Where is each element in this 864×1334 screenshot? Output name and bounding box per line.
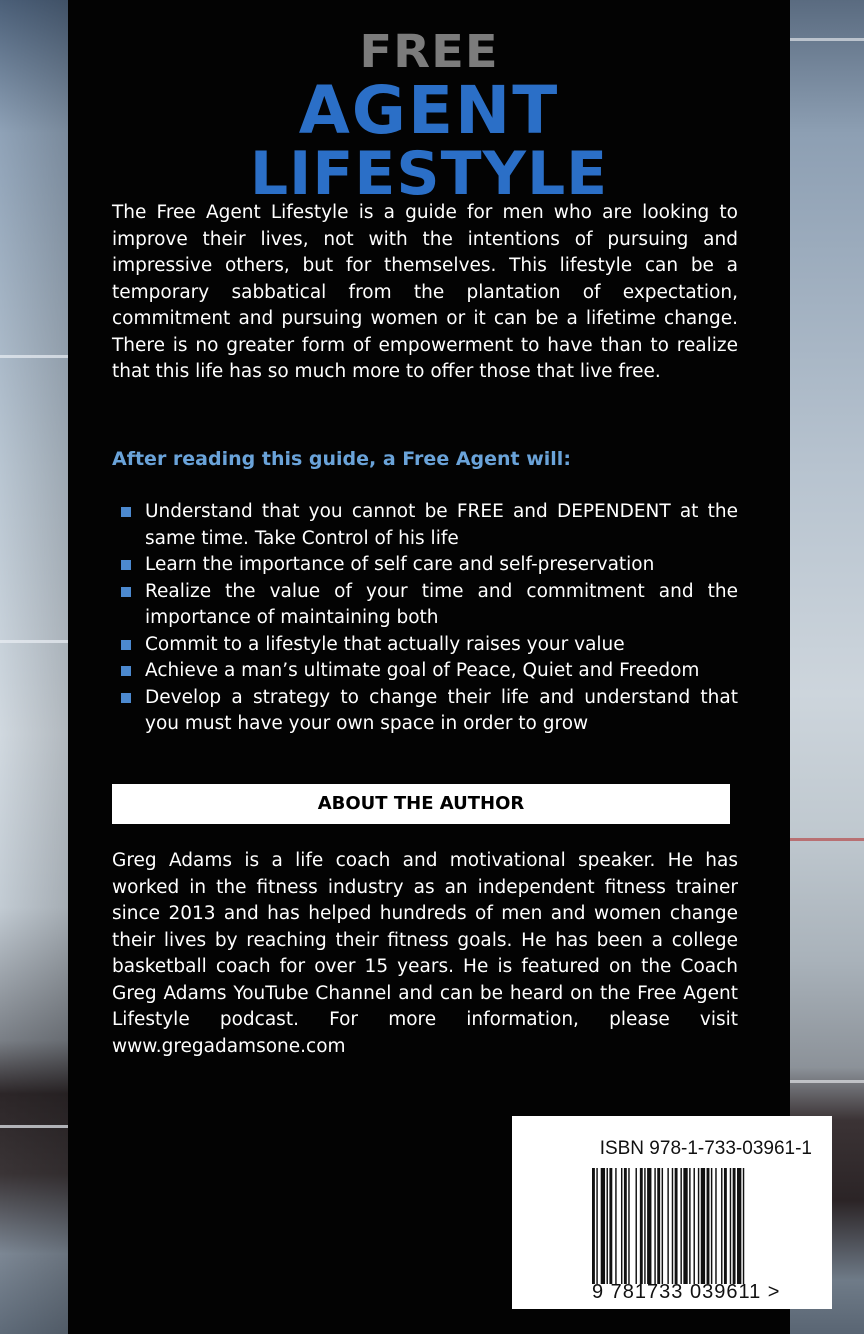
list-item <box>112 658 738 685</box>
barcode-stripe <box>644 1168 645 1284</box>
square-bullet-icon <box>121 587 131 597</box>
about-author-heading: ABOUT THE AUTHOR <box>112 784 730 824</box>
barcode-stripe <box>667 1168 668 1284</box>
barcode-stripe <box>601 1168 605 1284</box>
list-item <box>112 499 738 552</box>
list-item <box>112 685 738 738</box>
square-bullet-icon <box>121 666 131 676</box>
list-item <box>112 632 738 659</box>
background-red-line <box>790 838 864 841</box>
barcode-stripe <box>654 1168 655 1284</box>
barcode-stripe <box>640 1168 643 1284</box>
barcode-stripe <box>609 1168 612 1284</box>
barcode-stripe <box>743 1168 744 1284</box>
square-bullet-icon <box>121 693 131 703</box>
barcode-bars <box>592 1168 804 1284</box>
barcode-stripe <box>701 1168 705 1284</box>
barcode-stripe <box>730 1168 731 1284</box>
list-item-text: Learn the importance of self care and self-preservation <box>145 554 655 575</box>
barcode-stripe <box>721 1168 722 1284</box>
square-bullet-icon <box>121 640 131 650</box>
title-agent: AGENT <box>298 72 560 149</box>
barcode-stripe <box>596 1168 597 1284</box>
barcode-digits: 9 781733 039611 > <box>592 1281 781 1303</box>
barcode-stripe <box>698 1168 699 1284</box>
list-item-text: Commit to a lifestyle that actually raises your value <box>145 633 625 655</box>
list-item-text: Develop a strategy to change their life and understand that you must have your own space in order to grow <box>145 686 738 734</box>
background-stripe <box>0 355 68 358</box>
barcode-stripe <box>694 1168 695 1284</box>
title-lifestyle: LIFESTYLE <box>249 139 609 209</box>
barcode-stripe <box>628 1168 629 1284</box>
background-left <box>0 0 68 1334</box>
benefits-list <box>112 499 738 738</box>
square-bullet-icon <box>121 507 131 517</box>
barcode-stripe <box>689 1168 690 1284</box>
barcode-stripe <box>615 1168 616 1284</box>
book-title-logo <box>68 25 790 209</box>
list-item-text: Understand that you cannot be FREE and DEPENDENT at the same time. Take Control of his life <box>145 501 738 549</box>
barcode-stripe <box>707 1168 710 1284</box>
background-stripe <box>0 1125 68 1128</box>
barcode-stripe <box>711 1168 712 1284</box>
barcode-stripe <box>737 1168 741 1284</box>
isbn-label: ISBN 978-1-733-03961-1 <box>599 1138 812 1159</box>
list-item <box>112 579 738 632</box>
barcode-stripe <box>657 1168 660 1284</box>
barcode-stripe <box>662 1168 663 1284</box>
background-stripe <box>790 38 864 41</box>
intro-paragraph: The Free Agent Lifestyle is a guide for men who are looking to improve their lives, not with the intentions of pursuing and impressive others, but for themselves. This lifestyle can be a temporary sabbatical from the plantation of expectation, commitment and pursuing women or it can be a lifetime change. There is no greater form of empowerment to have than to realize that this life has so much more to offer those that live free. <box>112 202 738 382</box>
barcode-stripe <box>592 1168 595 1284</box>
title-free: FREE <box>359 25 499 79</box>
list-item-text: Achieve a man’s ultimate goal of Peace, Quiet and Freedom <box>145 660 700 681</box>
barcode-stripe <box>647 1168 651 1284</box>
barcode-stripe <box>636 1168 637 1284</box>
list-item-text: Realize the value of your time and commitment and the importance of maintaining both <box>145 580 738 628</box>
barcode-stripe <box>624 1168 627 1284</box>
barcode-stripe <box>683 1168 687 1284</box>
isbn-barcode-box <box>512 1116 832 1309</box>
author-bio: Greg Adams is a life coach and motivational speaker. He has worked in the fitness industry as an independent fitness trainer since 2013 and has helped hundreds of men and women change their lives by reaching their fitness goals. He has been a college basketball coach for over 15 years. He is featured on the Coach Greg Adams YouTube Channel and can be heard on the Free Agent Lifestyle podcast. For more information, please visit www.gregadamsone.com <box>112 850 738 1057</box>
list-item <box>112 552 738 579</box>
barcode-stripe <box>607 1168 608 1284</box>
barcode-stripe <box>675 1168 678 1284</box>
background-stripe <box>790 1080 864 1083</box>
barcode-stripe <box>733 1168 736 1284</box>
benefits-lead: After reading this guide, a Free Agent will: <box>112 448 571 470</box>
barcode-stripe <box>724 1168 727 1284</box>
barcode-stripe <box>715 1168 716 1284</box>
barcode-stripe <box>672 1168 673 1284</box>
square-bullet-icon <box>121 560 131 570</box>
barcode-stripe <box>621 1168 622 1284</box>
barcode-stripe <box>680 1168 681 1284</box>
background-stripe <box>0 640 68 643</box>
